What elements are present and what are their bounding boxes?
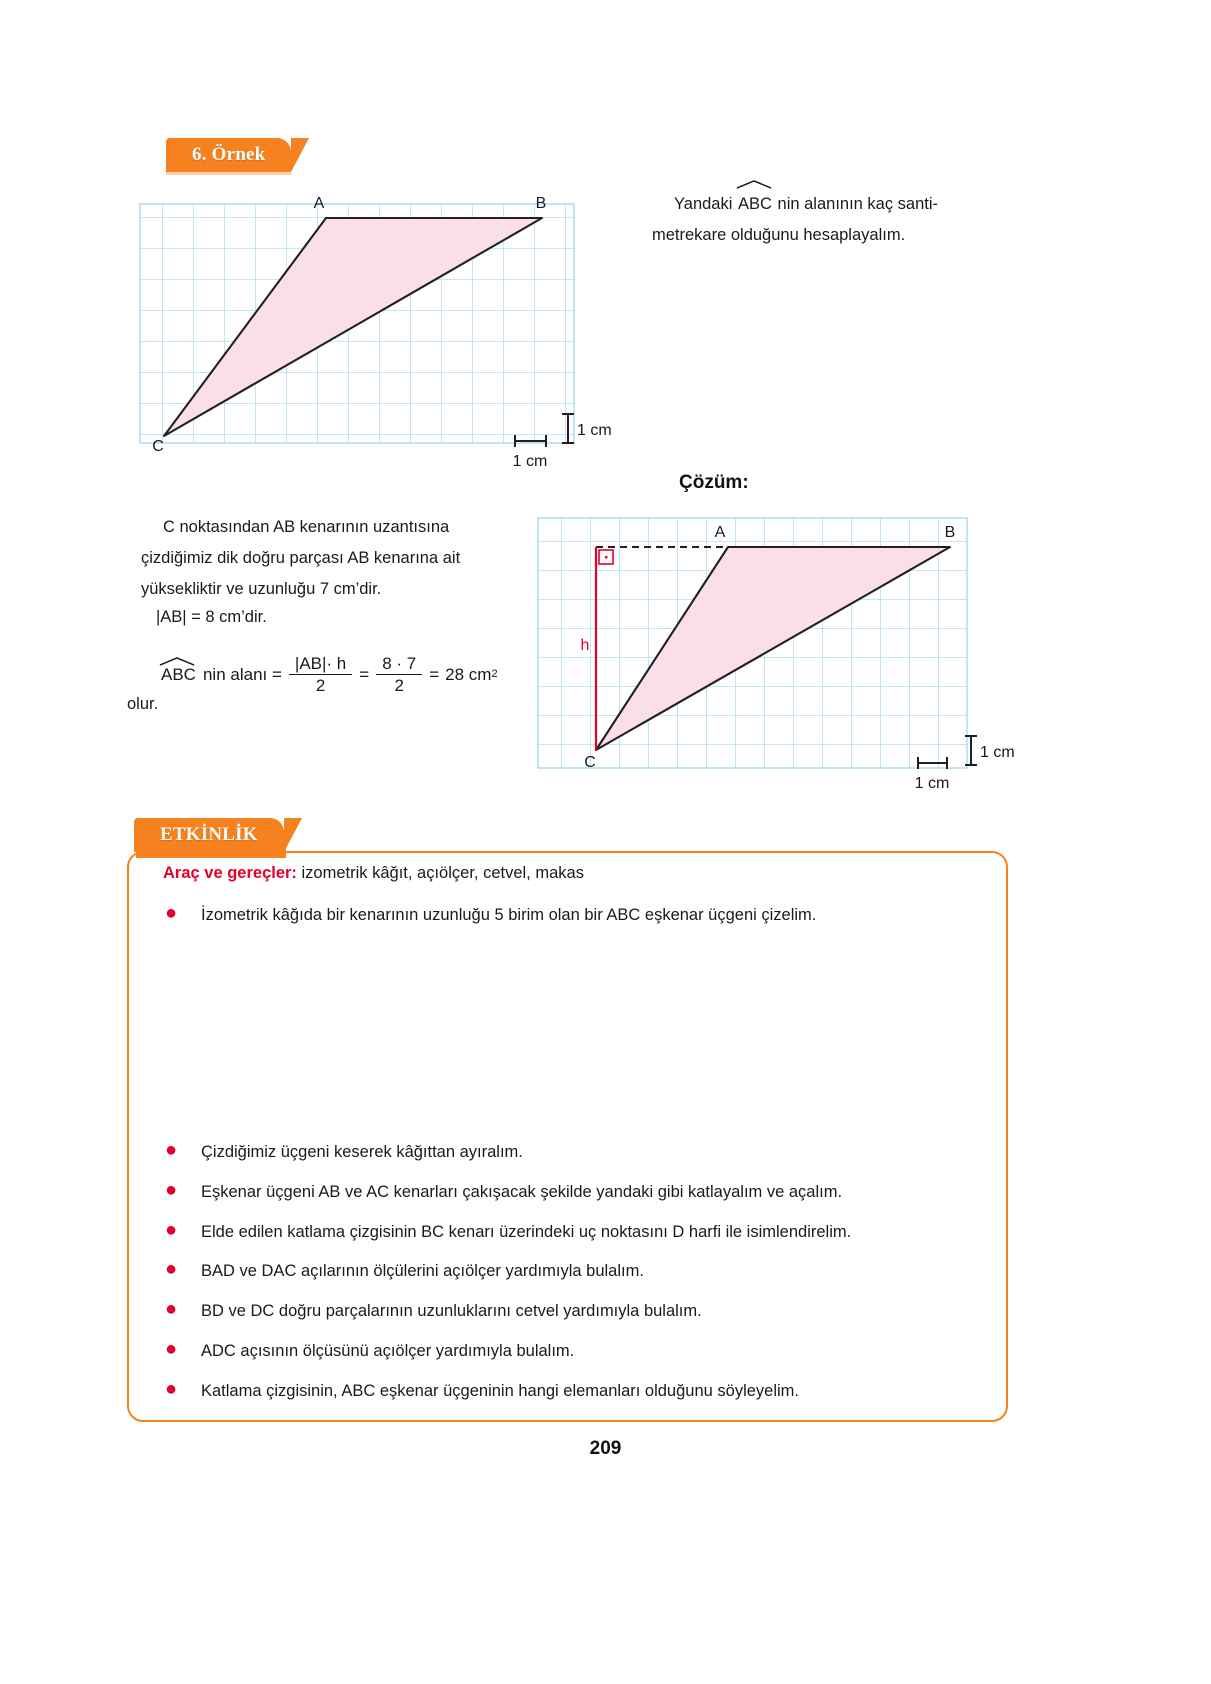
- activity-tools-value: izometrik kâğıt, açıölçer, cetvel, makas: [296, 864, 584, 882]
- formula-fraction-2: [376, 655, 422, 694]
- arc-symbol-icon: [159, 657, 195, 666]
- prompt-abc-text: ABC: [738, 195, 772, 213]
- activity-step-2-text: Çizdiğimiz üçgeni keserek kâğıttan ayıralım.: [201, 1143, 523, 1161]
- activity-step-3: [163, 1180, 993, 1204]
- activity-ribbon-joint: [136, 846, 286, 858]
- activity-step-8: [163, 1379, 993, 1403]
- bullet-icon: ●: [165, 1378, 178, 1400]
- activity-step-6: [163, 1299, 993, 1323]
- figure2-label-a: A: [714, 524, 726, 541]
- formula-equals-1: =: [359, 665, 370, 684]
- ab-length-statement: |AB| = 8 cm’dir.: [156, 608, 267, 626]
- activity-step-7: [163, 1339, 993, 1363]
- solution-paragraph-line2: çizdiğimiz dik doğru parçası AB kenarına ait: [141, 549, 461, 567]
- bullet-icon: ●: [165, 902, 178, 924]
- prompt-lead: Yandaki: [674, 195, 737, 213]
- bullet-icon: ●: [165, 1338, 178, 1360]
- solution-paragraph-line1: C noktasından AB kenarının uzantısına: [163, 518, 450, 536]
- figure2-label-h: h: [580, 637, 590, 654]
- figure2-scale-svg: [908, 728, 1048, 798]
- figure1-label-b: B: [535, 195, 547, 212]
- area-formula: [160, 655, 498, 694]
- prompt-tail: nin alanının kaç santi-: [772, 195, 939, 213]
- page-number: 209: [589, 1438, 622, 1459]
- activity-step-2: [163, 1140, 993, 1164]
- activity-ribbon-text: ETKİNLİK: [160, 824, 258, 845]
- activity-step-4: [163, 1220, 993, 1244]
- activity-step-4-text: Elde edilen katlama çizgisinin BC kenarı üzerindeki uç noktasını D harfi ile isimlendirelim.: [201, 1223, 852, 1241]
- activity-step-7-text: ADC açısının ölçüsünü açıölçer yardımıyla bulalım.: [201, 1342, 575, 1360]
- formula-fraction-2-denominator: 2: [376, 674, 422, 694]
- formula-fraction-1-numerator: |AB|· h: [294, 654, 347, 673]
- activity-step-5-text: BAD ve DAC açılarının ölçülerini açıölçer yardımıyla bulalım.: [201, 1262, 644, 1280]
- solution-paragraph: [141, 512, 521, 605]
- figure2-label-b: B: [944, 524, 956, 541]
- formula-fraction-1-denominator: 2: [289, 674, 352, 694]
- example-prompt-text: [652, 189, 1022, 251]
- example-ribbon-text: 6. Örnek: [192, 144, 266, 165]
- prompt-line2: metrekare olduğunu hesaplayalım.: [652, 226, 906, 244]
- figure2-horizontal-scale-label: 1 cm: [914, 775, 950, 792]
- activity-step-6-text: BD ve DC doğru parçalarının uzunluklarını cetvel yardımıyla bulalım.: [201, 1302, 702, 1320]
- formula-result: 28 cm: [445, 665, 492, 684]
- formula-abc-arc: [160, 666, 197, 683]
- bullet-icon: ●: [165, 1139, 178, 1161]
- activity-tools-line: [163, 864, 584, 883]
- formula-fraction-1: [289, 655, 352, 694]
- figure1-label-c: C: [152, 438, 164, 454]
- solution-title: Çözüm:: [679, 472, 749, 493]
- solution-figure-grid: [532, 512, 972, 774]
- prompt-abc-arc: [737, 189, 773, 220]
- figure1-scale-indicators: [505, 406, 645, 476]
- figure1-vertical-scale-label: 1 cm: [577, 422, 612, 439]
- formula-abc-text: ABC: [161, 665, 196, 684]
- solution-paragraph-line3: yüksekliktir ve uzunluğu 7 cm’dir.: [141, 580, 382, 598]
- figure2-right-angle-dot: [605, 556, 607, 558]
- activity-tools-label: Araç ve gereçler:: [163, 864, 297, 882]
- activity-step-3-text: Eşkenar üçgeni AB ve AC kenarları çakışacak şekilde yandaki gibi katlayalım ve açalım.: [201, 1183, 843, 1201]
- arc-symbol-icon: [736, 180, 772, 189]
- figure2-scale-indicators: [908, 728, 1048, 798]
- activity-step-1-text: İzometrik kâğıda bir kenarının uzunluğu 5 birim olan bir ABC eşkenar üçgeni çizelim.: [201, 906, 817, 924]
- bullet-icon: ●: [165, 1258, 178, 1280]
- figure1-scale-svg: [505, 406, 645, 476]
- activity-step-8-text: Katlama çizgisinin, ABC eşkenar üçgeninin hangi elemanları olduğunu söyleyelim.: [201, 1382, 800, 1400]
- figure2-svg: [532, 512, 972, 774]
- figure2-label-c: C: [584, 754, 596, 771]
- figure1-label-a: A: [313, 195, 325, 212]
- figure1-horizontal-scale-label: 1 cm: [512, 453, 548, 470]
- bullet-icon: ●: [165, 1219, 178, 1241]
- example-ribbon-label: [166, 138, 291, 172]
- bullet-icon: ●: [165, 1298, 178, 1320]
- activity-step-5: [163, 1259, 993, 1283]
- formula-equals-2: =: [429, 665, 440, 684]
- solution-closing: olur.: [127, 695, 159, 713]
- formula-fraction-2-numerator: 8 · 7: [382, 654, 417, 673]
- bullet-icon: ●: [165, 1179, 178, 1201]
- activity-step-1: [163, 903, 993, 927]
- figure2-vertical-scale-label: 1 cm: [980, 744, 1015, 761]
- activity-panel: [127, 851, 1008, 1422]
- formula-result-exponent: 2: [491, 668, 498, 680]
- formula-subject-rest: nin alanı =: [202, 665, 282, 684]
